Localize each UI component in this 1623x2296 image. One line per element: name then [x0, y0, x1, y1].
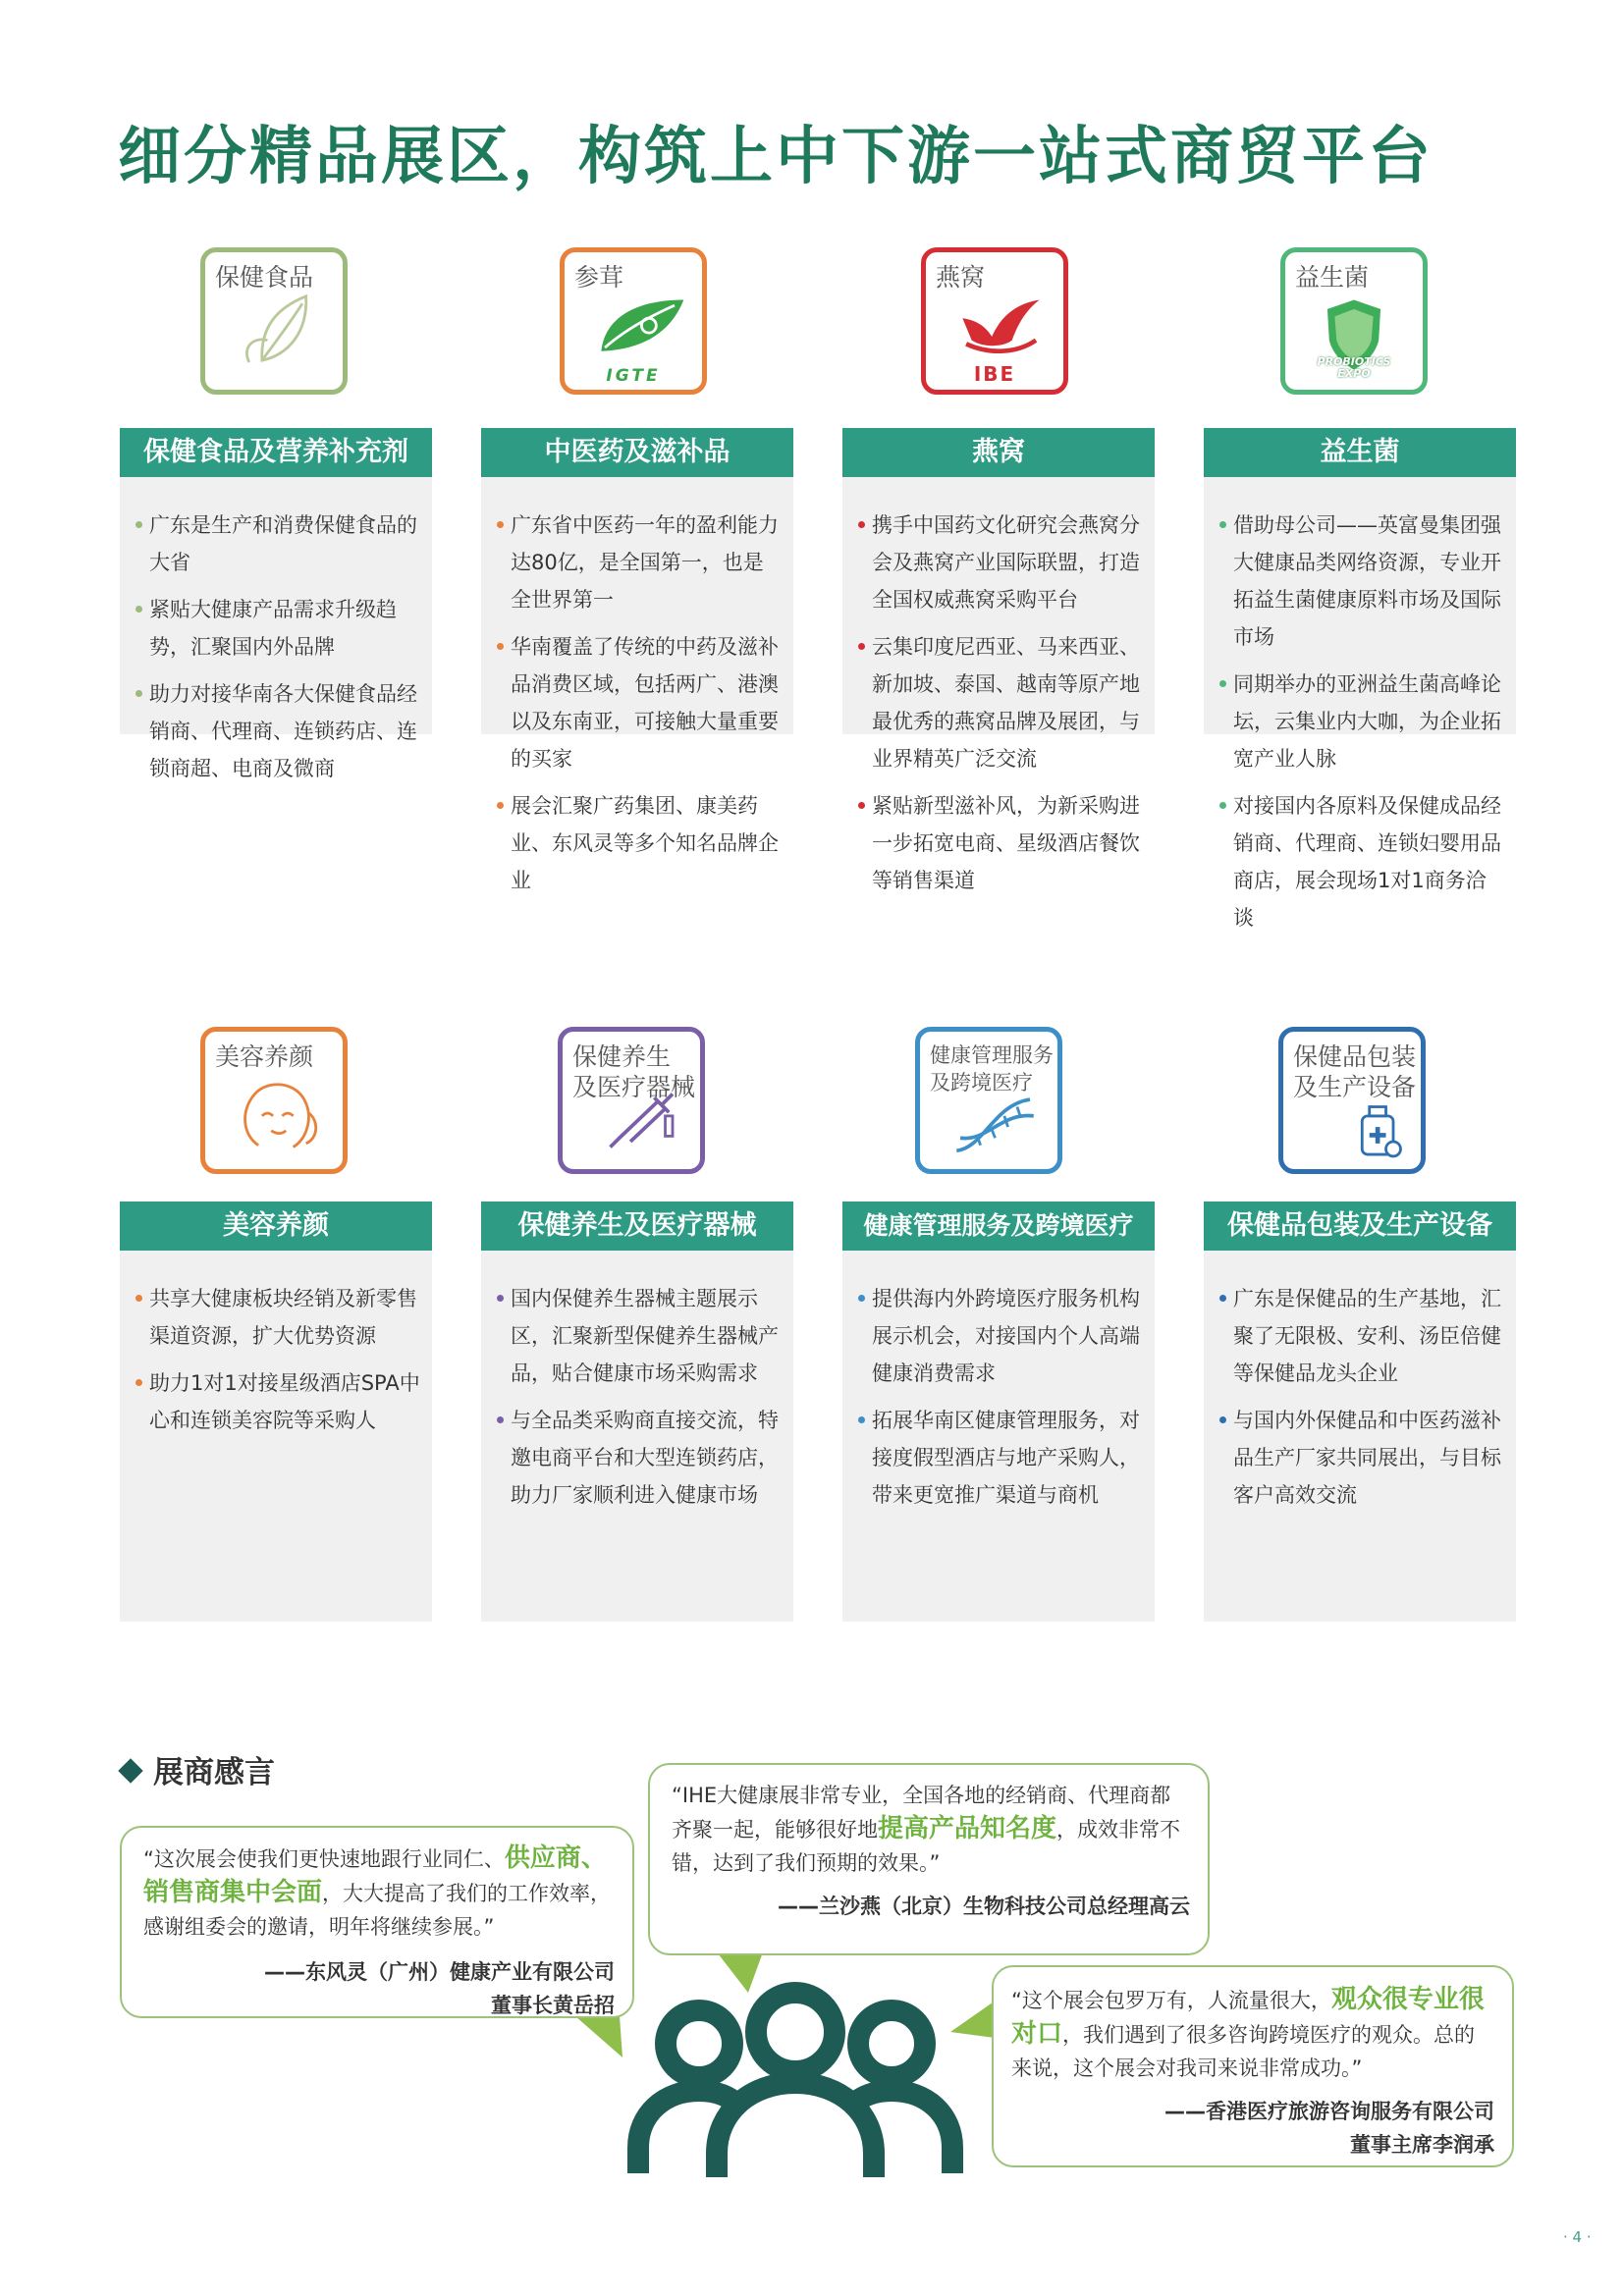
list-item: 广东是保健品的生产基地，汇聚了无限极、安利、汤臣倍健等保健品龙头企业: [1217, 1280, 1504, 1392]
list-item: 携手中国药文化研究会燕窝分会及燕窝产业国际联盟，打造全国权威燕窝采购平台: [856, 507, 1143, 618]
highlight-text: 提高产品知名度: [878, 1814, 1057, 1843]
icon-box: [921, 247, 1068, 395]
dna-icon: [920, 1032, 1057, 1169]
list-item: 广东省中医药一年的盈利能力达80亿，是全国第一，也是全世界第一: [495, 507, 782, 618]
card-body: [481, 477, 793, 892]
icon-label: 燕窝: [936, 263, 986, 292]
testimonial-signature: ——兰沙燕（北京）生物科技公司总经理高云: [778, 1895, 1190, 1918]
icon-box: [1278, 1027, 1426, 1174]
testimonial-signature: 董事主席李润承: [1350, 2133, 1494, 2157]
testimonial-signature: ——东风灵（广州）健康产业有限公司: [264, 1960, 615, 1984]
logo-text: IBE: [973, 362, 1016, 386]
leaf-icon: [205, 252, 343, 390]
icon-label: 美容养颜: [215, 1042, 314, 1071]
diamond-icon: [118, 1758, 142, 1783]
card-heading: 保健食品及营养补充剂: [120, 428, 432, 477]
card-body: [120, 477, 432, 780]
list-item: 同期举办的亚洲益生菌高峰论坛，云集业内大咖，为企业拓宽产业人脉: [1217, 666, 1504, 777]
list-item: 云集印度尼西亚、马来西亚、新加坡、泰国、越南等原产地最优秀的燕窝品牌及展团，与业界精英广泛交流: [856, 628, 1143, 777]
icon-label: 保健养生 及医疗器械: [572, 1042, 696, 1101]
highlight-text: 观众很专业很对口: [1011, 1985, 1485, 2049]
list-item: 华南覆盖了传统的中药及滋补品消费区域，包括两广、港澳以及东南亚，可接触大量重要的买家: [495, 628, 782, 777]
list-item: 紧贴新型滋补风，为新采购进一步拓宽电商、星级酒店餐饮等销售渠道: [856, 787, 1143, 899]
icon-box: [560, 247, 707, 395]
testimonial-quote: “这次展会使我们更快速地跟行业同仁、供应商、销售商集中会面，大大提高了我们的工作效率，感谢组委会的邀请，明年将继续参展。”: [143, 1843, 612, 1939]
testimonial-quote: “IHE大健康展非常专业，全国各地的经销商、代理商都齐聚一起，能够很好地提高产品知名度，成效非常不错，达到了我们预期的效果。”: [672, 1784, 1181, 1875]
testimonial-signature: 董事长黄岳招: [491, 1994, 615, 2017]
list-item: 广东是生产和消费保健食品的大省: [134, 507, 420, 581]
highlight-text: 供应商、销售商集中会面: [143, 1843, 607, 1907]
card-body: [1204, 477, 1516, 930]
card-heading: 益生菌: [1204, 428, 1516, 477]
testimonial-bubble-1: [120, 1826, 634, 2018]
icon-label: 健康管理服务 及跨境医疗: [930, 1043, 1054, 1095]
section-title-text: 展商感言: [153, 1755, 275, 1790]
list-item: 与全品类采购商直接交流，特邀电商平台和大型连锁药店，助力厂家顺利进入健康市场: [495, 1402, 782, 1514]
section-title: [122, 1747, 275, 1791]
list-item: 共享大健康板块经销及新零售渠道资源，扩大优势资源: [134, 1280, 420, 1355]
logo-text: IGTE: [606, 366, 661, 386]
card-heading: 中医药及滋补品: [481, 428, 793, 477]
card-body: [842, 477, 1155, 892]
page-number: · 4 ·: [1563, 2228, 1592, 2246]
icon-box: [200, 1027, 348, 1174]
icon-label: 益生菌: [1295, 263, 1370, 292]
icon-box: [558, 1027, 705, 1174]
icon-box: [915, 1027, 1062, 1174]
testimonial-bubble-3: [992, 1965, 1514, 2167]
medicine-bottle-icon: [1283, 1032, 1421, 1169]
list-item: 国内保健养生器械主题展示区，汇聚新型保健养生器械产品，贴合健康市场采购需求: [495, 1280, 782, 1392]
list-item: 与国内外保健品和中医药滋补品生产厂家共同展出，与目标客户高效交流: [1217, 1402, 1504, 1514]
card-body: [842, 1251, 1155, 1622]
list-item: 助力对接华南各大保健食品经销商、代理商、连锁药店、连锁商超、电商及微商: [134, 675, 420, 787]
list-item: 助力1对1对接星级酒店SPA中心和连锁美容院等采购人: [134, 1364, 420, 1439]
testimonial-bubble-2: [648, 1763, 1210, 1955]
icon-box: [200, 247, 348, 395]
icon-box: [1280, 247, 1428, 395]
list-item: 紧贴大健康产品需求升级趋势，汇聚国内外品牌: [134, 591, 420, 666]
syringe-icon: [563, 1032, 700, 1169]
testimonial-quote: “这个展会包罗万有，人流量很大，观众很专业很对口，我们遇到了很多咨询跨境医疗的观众。总的来说，这个展会对我司来说非常成功。”: [1011, 1985, 1485, 2080]
logo-text: PROBIOTICS EXPO: [1317, 355, 1391, 380]
list-item: 借助母公司——英富曼集团强大健康品类网络资源，专业开拓益生菌健康原料市场及国际市场: [1217, 507, 1504, 656]
list-item: 拓展华南区健康管理服务，对接度假型酒店与地产采购人，带来更宽推广渠道与商机: [856, 1402, 1143, 1514]
woman-face-icon: [205, 1032, 343, 1169]
list-item: 对接国内各原料及保健成品经销商、代理商、连锁妇婴用品商店，展会现场1对1商务洽谈: [1217, 787, 1504, 936]
testimonial-signature: ——香港医疗旅游咨询服务有限公司: [1164, 2100, 1494, 2123]
icon-label: 参茸: [574, 263, 624, 292]
card-body: [481, 1251, 793, 1622]
card-body: [1204, 1251, 1516, 1622]
page-title: 细分精品展区，构筑上中下游一站式商贸平台: [118, 121, 1434, 193]
list-item: 展会汇聚广药集团、康美药业、东风灵等多个知名品牌企业: [495, 787, 782, 899]
card-heading: 燕窝: [842, 428, 1155, 477]
card-heading: 美容养颜: [120, 1201, 432, 1251]
card-heading: 健康管理服务及跨境医疗: [842, 1201, 1155, 1251]
card-body: [120, 1251, 432, 1622]
people-group-icon: [619, 1981, 972, 2181]
icon-label: 保健食品: [215, 263, 314, 292]
icon-label: 保健品包装 及生产设备: [1293, 1042, 1417, 1101]
list-item: 提供海内外跨境医疗服务机构展示机会，对接国内个人高端健康消费需求: [856, 1280, 1143, 1392]
card-heading: 保健养生及医疗器械: [481, 1201, 793, 1251]
card-heading: 保健品包装及生产设备: [1204, 1201, 1516, 1251]
